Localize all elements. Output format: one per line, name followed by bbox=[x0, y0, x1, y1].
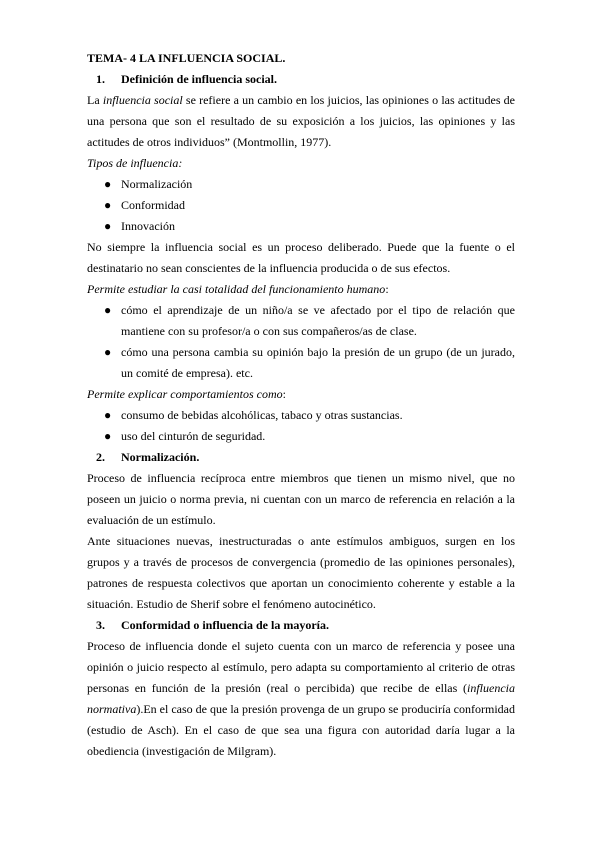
bullet-icon: ● bbox=[104, 345, 112, 359]
list-item bbox=[87, 300, 515, 342]
document-page bbox=[87, 48, 515, 762]
list-item-text: uso del cinturón de seguridad. bbox=[121, 429, 266, 443]
list-item bbox=[87, 342, 515, 384]
list-item bbox=[87, 216, 515, 237]
bullet-icon: ● bbox=[104, 177, 112, 191]
types-label: Tipos de influencia: bbox=[87, 156, 183, 170]
list-item-text: Innovación bbox=[121, 219, 175, 233]
section-title: Definición de influencia social. bbox=[121, 72, 277, 86]
text-run: Proceso de influencia donde el sujeto cuenta con un marco de referencia y posee una opinión o juicio respecto al estímulo, pero adapta su comportamiento al criterio de otras personas en función de la presión (real o percibida) que recibe de ellas ( bbox=[87, 639, 515, 695]
term-italic: influencia social bbox=[102, 93, 183, 107]
explain-label bbox=[87, 384, 515, 405]
section-title: Normalización. bbox=[121, 450, 200, 464]
section-2-heading bbox=[87, 447, 515, 468]
bullet-icon: ● bbox=[104, 429, 112, 443]
deliberate-paragraph: No siempre la influencia social es un proceso deliberado. Puede que la fuente o el destinatario no sean conscientes de la influencia producida o de sus efectos. bbox=[87, 240, 515, 275]
text-run: se refiere a un cambio en los juicios, las opiniones o las actitudes de una persona que son el resultado de su exposición a los juicios, las opiniones y las actitudes de otros individuos” (Montmollin, 1977). bbox=[87, 93, 516, 149]
section-title: Conformidad o influencia de la mayoría. bbox=[121, 618, 330, 632]
list-item bbox=[87, 405, 515, 426]
bullet-icon: ● bbox=[104, 198, 112, 212]
section-number: 2. bbox=[96, 450, 105, 464]
types-list bbox=[87, 174, 515, 237]
colon: : bbox=[282, 387, 286, 401]
list-item-text: cómo el aprendizaje de un niño/a se ve afectado por el tipo de relación que mantiene con su profesor/a o con sus compañeros/as de clase. bbox=[121, 303, 515, 338]
list-item bbox=[87, 426, 515, 447]
definition-paragraph bbox=[87, 90, 515, 153]
colon: : bbox=[385, 282, 389, 296]
section-number: 1. bbox=[96, 72, 105, 86]
text-run: ).En el caso de que la presión provenga de un grupo se produciría conformidad (estudio de Asch). En el caso de que sea una figura con autoridad daría lugar a la obediencia (investigación de Milgram). bbox=[87, 702, 515, 758]
section-number: 3. bbox=[96, 618, 105, 632]
bullet-icon: ● bbox=[104, 219, 112, 233]
study-list bbox=[87, 300, 515, 384]
study-label bbox=[87, 279, 515, 300]
text-run: La bbox=[87, 93, 103, 107]
list-item bbox=[87, 195, 515, 216]
section-3-heading bbox=[87, 615, 515, 636]
bullet-icon: ● bbox=[104, 408, 112, 422]
conformity-paragraph bbox=[87, 636, 515, 762]
bullet-icon: ● bbox=[104, 303, 112, 317]
document-title: TEMA- 4 LA INFLUENCIA SOCIAL. bbox=[87, 51, 286, 65]
list-item-text: consumo de bebidas alcohólicas, tabaco y otras sustancias. bbox=[121, 408, 403, 422]
list-item bbox=[87, 174, 515, 195]
list-item-text: cómo una persona cambia su opinión bajo la presión de un grupo (de un jurado, un comité de empresa). etc. bbox=[121, 345, 515, 380]
section-1-heading bbox=[87, 69, 515, 90]
list-item-text: Normalización bbox=[121, 177, 193, 191]
normalization-paragraph-2: Ante situaciones nuevas, inestructuradas o ante estímulos ambiguos, surgen en los grupos y a través de procesos de convergencia (promedio de las opiniones personales), patrones de respuesta colectivos que aportan un conocimiento coherente y estable a la situación. Estudio de Sherif sobre el fenómeno autocinético. bbox=[87, 534, 515, 611]
explain-list bbox=[87, 405, 515, 447]
italic-label: Permite estudiar la casi totalidad del funcionamiento humano bbox=[87, 282, 386, 296]
term-italic: influencia normativa bbox=[87, 681, 515, 716]
normalization-paragraph-1: Proceso de influencia recíproca entre miembros que tienen un mismo nivel, que no poseen un juicio o norma previa, ni cuentan con un marco de referencia en relación a la evaluación de un estímulo. bbox=[87, 471, 515, 527]
list-item-text: Conformidad bbox=[121, 198, 185, 212]
italic-label: Permite explicar comportamientos como bbox=[87, 387, 283, 401]
